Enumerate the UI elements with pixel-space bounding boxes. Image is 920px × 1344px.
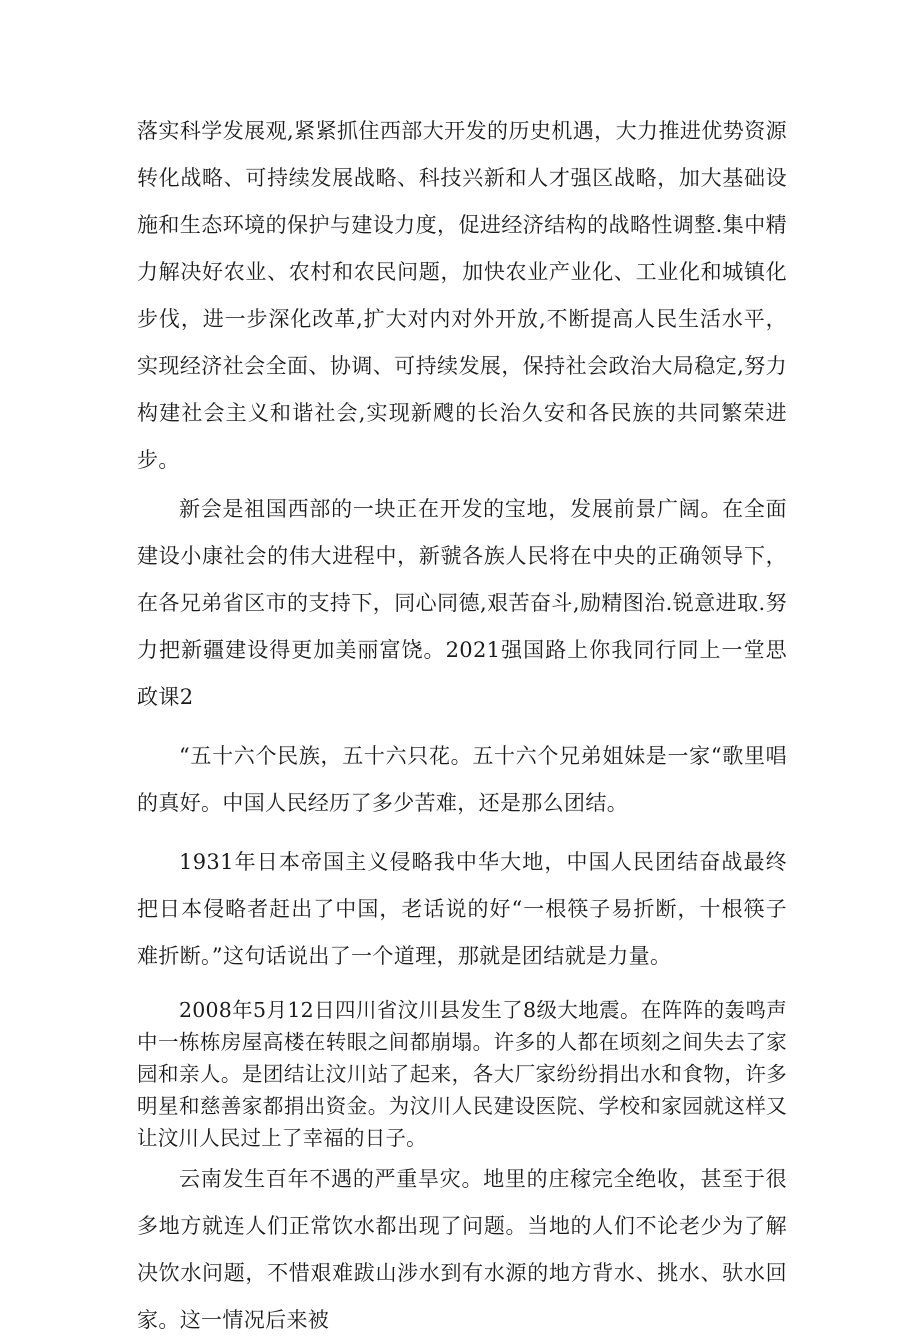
paragraph-yunnan-drought: 云南发生百年不遇的严重旱灾。地里的庄稼完全绝收，甚至于很多地方就连人们正常饮水都出现了问题。当地的人们不论老少为了解决饮水问题，不惜艰难跋山涉水到有水源的地方背水、挑水、驮水回家。这一情况后来被	[137, 1167, 787, 1332]
document-body	[137, 108, 787, 1344]
paragraph-wenchuan-earthquake: 2008年5月12日四川省汶川县发生了8级大地震。在阵阵的轰鸣声中一栋栋房屋高楼在转眼之间都崩塌。许多的人都在顷刻之间失去了家园和亲人。是团结让汶川站了起来，各大厂家纷纷捐出水和食物，许多明星和慈善家都捐出资金。为汶川人民建设医院、学校和家园就这样又让汶川人民过上了幸福的日子。	[137, 998, 787, 1150]
paragraph-development-strategy: 落实科学发展观,紧紧抓住西部大开发的历史机遇，大力推进优势资源转化战略、可持续发展战略、科技兴新和人才强区战略，加大基础设施和生态环境的保护与建设力度，促进经济结构的战略性调整.集中精力解决好农业、农村和农民问题，加快农业产业化、工业化和城镇化步伐，进一步深化改革,扩大对内对外开放,不断提高人民生活水平，实现经济社会全面、协调、可持续发展，保持社会政治大局稳定,努力构建社会主义和谐社会,实现新飕的长治久安和各民族的共同繁荣进步。	[137, 119, 787, 472]
paragraph-1931-resistance: 1931年日本帝国主义侵略我中华大地，中国人民团结奋战最终把日本侵略者赶出了中国，老话说的好“一根筷子易折断，十根筷子难折断。”这句话说出了一个道理，那就是团结就是力量。	[137, 850, 787, 968]
paragraph-xinjiang-future: 新会是祖国西部的一块正在开发的宝地，发展前景广阔。在全面建设小康社会的伟大进程中，新虢各族人民将在中央的正确领导下，在各兄弟省区市的支持下，同心同德,艰苦奋斗,励精图治.锐意进取.努力把新疆建设得更加美丽富饶。2021强国路上你我同行同上一堂思政课2	[137, 497, 787, 709]
paragraph-ethnic-unity-song: “五十六个民族，五十六只花。五十六个兄弟姐妹是一家“歌里唱的真好。中国人民经历了多少苦难，还是那么团结。	[137, 744, 787, 815]
